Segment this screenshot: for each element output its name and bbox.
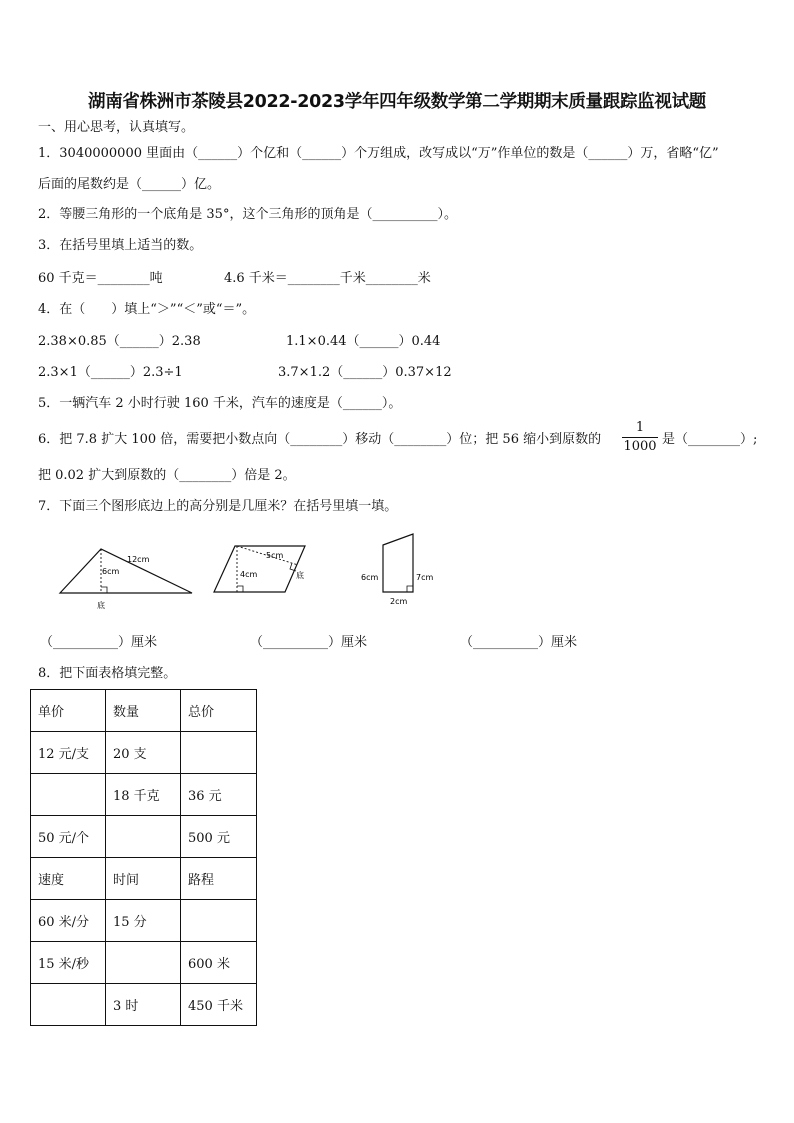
question-1-line-1: 1．3040000000 里面由（______）个亿和（______）个万组成，改写成以“万”作单位的数是（______）万，省略“亿” xyxy=(38,146,719,161)
triangle-figure xyxy=(55,540,200,612)
question-4-item-b: 1.1×0.44（______）0.44 xyxy=(286,334,441,349)
parallelogram-height-label: 4cm xyxy=(240,570,258,579)
fill-in-table xyxy=(30,689,257,1026)
question-7-stem: 7．下面三个图形底边上的高分别是几厘米？在括号里填一填。 xyxy=(38,499,398,514)
right-angle-mark xyxy=(101,587,107,593)
question-6-part-2: 是（________）; xyxy=(662,432,758,447)
answer-blank-1: （__________）厘米 xyxy=(40,635,158,650)
triangle-side-label: 12cm xyxy=(127,555,150,564)
table-row xyxy=(31,942,257,984)
parallelogram-figure xyxy=(210,540,310,600)
table-cell: 15 米/秒 xyxy=(31,942,106,984)
table-row xyxy=(31,774,257,816)
fraction-denominator: 1000 xyxy=(623,439,657,454)
table-row xyxy=(31,984,257,1026)
triangle-height-label: 6cm xyxy=(102,567,120,576)
table-cell: 36 元 xyxy=(181,774,257,816)
question-4-stem: 4．在（ ）填上“＞”“＜”或“＝”。 xyxy=(38,302,256,317)
table-cell: 15 分 xyxy=(106,900,181,942)
table-cell xyxy=(181,732,257,774)
triangle-shape xyxy=(60,549,192,593)
table-cell: 50 元/个 xyxy=(31,816,106,858)
parallelogram-shape xyxy=(214,546,305,592)
table-cell: 20 支 xyxy=(106,732,181,774)
table-cell: 450 千米 xyxy=(181,984,257,1026)
table-row xyxy=(31,690,257,732)
question-3-stem: 3．在括号里填上适当的数。 xyxy=(38,238,203,253)
table-cell xyxy=(31,774,106,816)
table-cell: 3 时 xyxy=(106,984,181,1026)
table-cell xyxy=(181,900,257,942)
table-cell: 速度 xyxy=(31,858,106,900)
table-cell: 600 米 xyxy=(181,942,257,984)
table-cell: 数量 xyxy=(106,690,181,732)
question-3-item-a: 60 千克＝________吨 xyxy=(38,271,163,286)
trapezoid-shape xyxy=(383,534,413,592)
question-6-line-2: 把 0.02 扩大到原数的（________）倍是 2。 xyxy=(38,468,296,483)
question-5: 5．一辆汽车 2 小时行驶 160 千米，汽车的速度是（______）。 xyxy=(38,396,402,411)
question-6-part-1: 6．把 7.8 扩大 100 倍，需要把小数点向（________）移动（________）位；把 56 缩小到原数的 xyxy=(38,432,602,447)
page-title: 湖南省株洲市茶陵县2022-2023学年四年级数学第二学期期末质量跟踪监视试题 xyxy=(88,92,706,112)
table-cell: 60 米/分 xyxy=(31,900,106,942)
question-4-item-d: 3.7×1.2（______）0.37×12 xyxy=(278,365,452,380)
table-cell: 总价 xyxy=(181,690,257,732)
trapezoid-base-label: 2cm xyxy=(390,597,408,606)
parallelogram-base-label: 底 xyxy=(296,571,304,580)
table-cell xyxy=(106,942,181,984)
table-cell: 12 元/支 xyxy=(31,732,106,774)
table-cell xyxy=(31,984,106,1026)
table-cell: 500 元 xyxy=(181,816,257,858)
table-cell: 路程 xyxy=(181,858,257,900)
table-row xyxy=(31,900,257,942)
triangle-base-label: 底 xyxy=(97,601,105,610)
table-cell: 单价 xyxy=(31,690,106,732)
right-angle-mark xyxy=(407,586,413,592)
table-row xyxy=(31,732,257,774)
trapezoid-figure xyxy=(355,530,445,610)
trapezoid-left-label: 6cm xyxy=(361,573,379,582)
answer-blank-3: （__________）厘米 xyxy=(460,635,578,650)
table-row xyxy=(31,858,257,900)
table-cell: 18 千克 xyxy=(106,774,181,816)
table-cell xyxy=(106,816,181,858)
question-4-item-c: 2.3×1（______）2.3÷1 xyxy=(38,365,183,380)
question-4-item-a: 2.38×0.85（______）2.38 xyxy=(38,334,201,349)
section-heading: 一、用心思考，认真填写。 xyxy=(38,120,195,135)
fraction-bar xyxy=(622,437,658,438)
question-1-line-2: 后面的尾数约是（______）亿。 xyxy=(38,177,221,192)
question-3-item-b: 4.6 千米＝________千米________米 xyxy=(224,271,431,286)
fraction-one-thousandth xyxy=(622,421,658,454)
answer-blank-2: （__________）厘米 xyxy=(250,635,368,650)
fraction-numerator: 1 xyxy=(635,420,645,435)
trapezoid-right-label: 7cm xyxy=(416,573,434,582)
right-angle-mark xyxy=(237,586,243,592)
parallelogram-side-label: 5cm xyxy=(266,551,284,560)
question-8-stem: 8．把下面表格填完整。 xyxy=(38,666,177,681)
table-row xyxy=(31,816,257,858)
table-cell: 时间 xyxy=(106,858,181,900)
question-2: 2．等腰三角形的一个底角是 35°，这个三角形的顶角是（__________）。 xyxy=(38,207,457,222)
